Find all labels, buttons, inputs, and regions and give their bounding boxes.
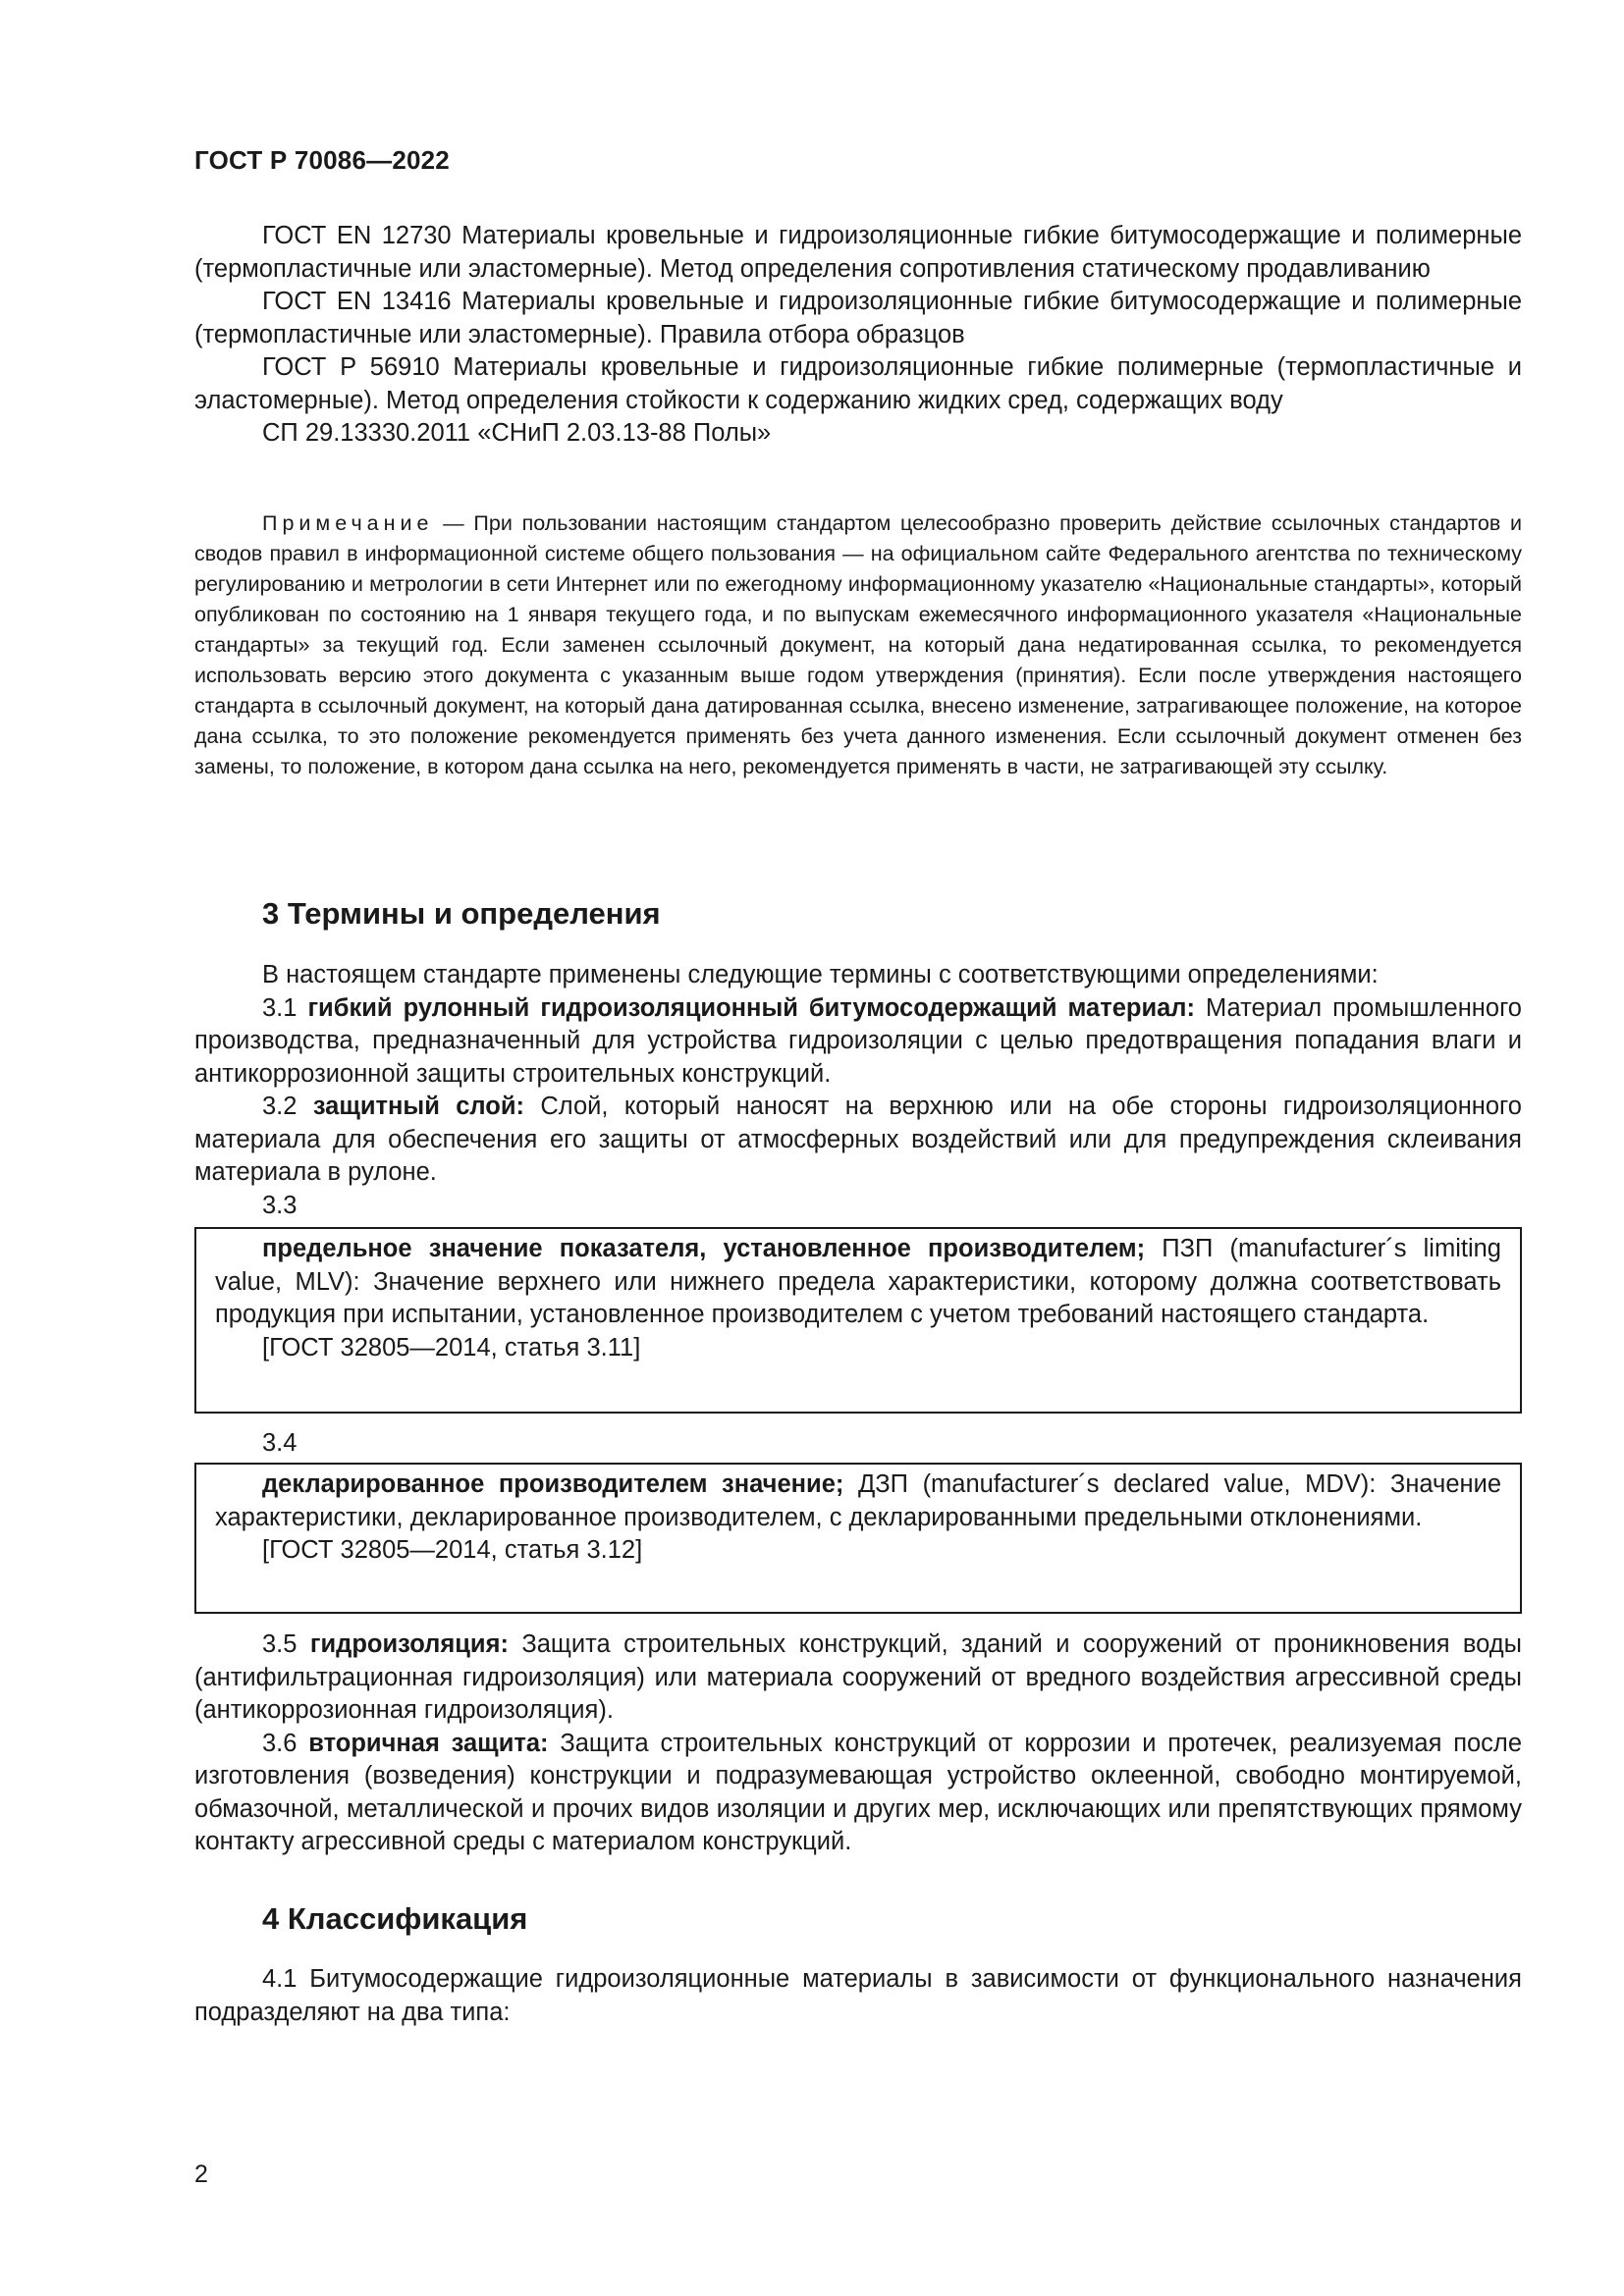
term-number: 3.1 xyxy=(262,993,308,1022)
note-label: Примечание xyxy=(262,511,434,535)
term-definition: Материал промышленного производства, предназначенный для устройства гидроизоляции с целью предотвращения попадания влаги и антикоррозионной защиты строительных конструкций. xyxy=(194,993,1522,1088)
section-4-heading: 4 Классификация xyxy=(262,1901,528,1936)
term-title: предельное значение показателя, установленное производителем; xyxy=(262,1235,1146,1262)
term-3-3-number: 3.3 xyxy=(262,1191,298,1219)
document-header-title: ГОСТ Р 70086—2022 xyxy=(194,145,450,175)
section-3-heading-wrap xyxy=(194,896,1522,932)
reference-item: ГОСТ EN 13416 Материалы кровельные и гидроизоляционные гибкие битумосодержащие и полимерные (термопластичные или эластомерные). Правила отбора образцов xyxy=(194,288,1522,348)
note-block xyxy=(194,508,1522,782)
term-3-5 xyxy=(194,1629,1522,1728)
term-3-6 xyxy=(194,1728,1522,1859)
reference-item: ГОСТ EN 12730 Материалы кровельные и гидроизоляционные гибкие битумосодержащие и полимерные (термопластичные или эластомерные). Метод определения сопротивления статическому продавливанию xyxy=(194,222,1522,283)
term-title: защитный слой: xyxy=(312,1093,525,1120)
term-definition: ПЗП (manufacturer´s limiting value, MLV): Значение верхнего или нижнего предела характеристики, которому должна соответствовать продукция при испытании, установленное производителем с учетом требований настоящего стандарта. xyxy=(215,1235,1501,1328)
section-4-body xyxy=(194,1963,1522,2029)
note-dash: — xyxy=(433,511,474,535)
term-3-3 xyxy=(215,1233,1501,1332)
reference-item: СП 29.13330.2011 «СНиП 2.03.13-88 Полы» xyxy=(262,419,772,447)
section-3-body-continued xyxy=(194,1629,1522,1859)
term-number: 3.6 xyxy=(262,1729,309,1757)
term-definition: ДЗП (manufacturer´s declared value, MDV): Значение характеристики, декларированное производителем, с декларированными предельными отклонениями. xyxy=(215,1470,1502,1531)
term-3-1 xyxy=(194,992,1522,1092)
term-3-4 xyxy=(215,1468,1501,1534)
term-3-3-box xyxy=(194,1227,1522,1414)
term-definition: Защита строительных конструкций от коррозии и протечек, реализуемая после изготовления (возведения) конструкции и подразумевающая устройство оклеенной, свободно монтируемой, обмазочной, металлической и прочих видов изоляции и других мер, исключающих или препятствующих прямому контакту агрессивной среды с материалом конструкций. xyxy=(194,1729,1522,1855)
section-3-intro: В настоящем стандарте применены следующие термины с соответствующими определениями: xyxy=(262,961,1379,988)
term-number: 3.5 xyxy=(262,1630,310,1658)
term-definition: Защита строительных конструкций, зданий и сооружений от проникновения воды (антифильтрационная гидроизоляция) или материала сооружений от вредного воздействия агрессивной среды (антикоррозионная гидроизоляция). xyxy=(194,1630,1522,1724)
term-title: вторичная защита: xyxy=(308,1729,549,1757)
references-list xyxy=(194,220,1522,451)
reference-item: ГОСТ Р 56910 Материалы кровельные и гидроизоляционные гибкие полимерные (термопластичные и эластомерные). Метод определения стойкости к содержанию жидких сред, содержащих воду xyxy=(194,353,1522,414)
term-title: гибкий рулонный гидроизоляционный битумосодержащий материал: xyxy=(307,993,1195,1022)
term-number: 3.2 xyxy=(262,1093,313,1120)
page-number: 2 xyxy=(194,2161,208,2188)
note-text: При пользовании настоящим стандартом целесообразно проверить действие ссылочных стандартов и сводов правил в информационной системе общего пользования — на официальном сайте Федерального агентства по техническому регулированию и метрологии в сети Интернет или по ежегодному информационному указателю «Национальные стандарты», который опубликован по состоянию на 1 января текущего года, и по выпускам ежемесячного информационного указателя «Национальные стандарты» за текущий год. Если заменен ссылочный документ, на который дана недатированная ссылка, то рекомендуется использовать версию этого документа с указанным выше годом утверждения (принятия). Если после утверждения настоящего стандарта в ссылочный документ, на который дана датированная ссылка, внесено изменение, затрагивающее положение, на которое дана ссылка, то это положение рекомендуется применять без учета данного изменения. Если ссылочный документ отменен без замены, то положение, в котором дана ссылка на него, рекомендуется применять в части, не затрагивающей эту ссылку. xyxy=(194,511,1522,778)
section-3-heading: 3 Термины и определения xyxy=(262,896,661,931)
term-3-3-source: [ГОСТ 32805—2014, статья 3.11] xyxy=(262,1333,641,1362)
term-definition: Слой, который наносят на верхнюю или на обе стороны гидроизоляционного материала для обеспечения его защиты от атмосферных воздействий или для предупреждения склеивания материала в рулоне. xyxy=(194,1093,1522,1186)
term-3-4-box xyxy=(194,1463,1522,1614)
paragraph-4-1: 4.1 Битумосодержащие гидроизоляционные материалы в зависимости от функционального назначения подразделяют на два типа: xyxy=(194,1965,1522,2026)
term-title: декларированное производителем значение; xyxy=(262,1470,844,1498)
term-title: гидроизоляция: xyxy=(309,1630,509,1658)
section-4-heading-wrap xyxy=(194,1901,1522,1937)
term-3-2 xyxy=(194,1091,1522,1190)
section-3-body xyxy=(194,959,1522,1222)
term-3-4-number: 3.4 xyxy=(262,1429,298,1457)
term-3-4-source: [ГОСТ 32805—2014, статья 3.12] xyxy=(262,1536,643,1564)
